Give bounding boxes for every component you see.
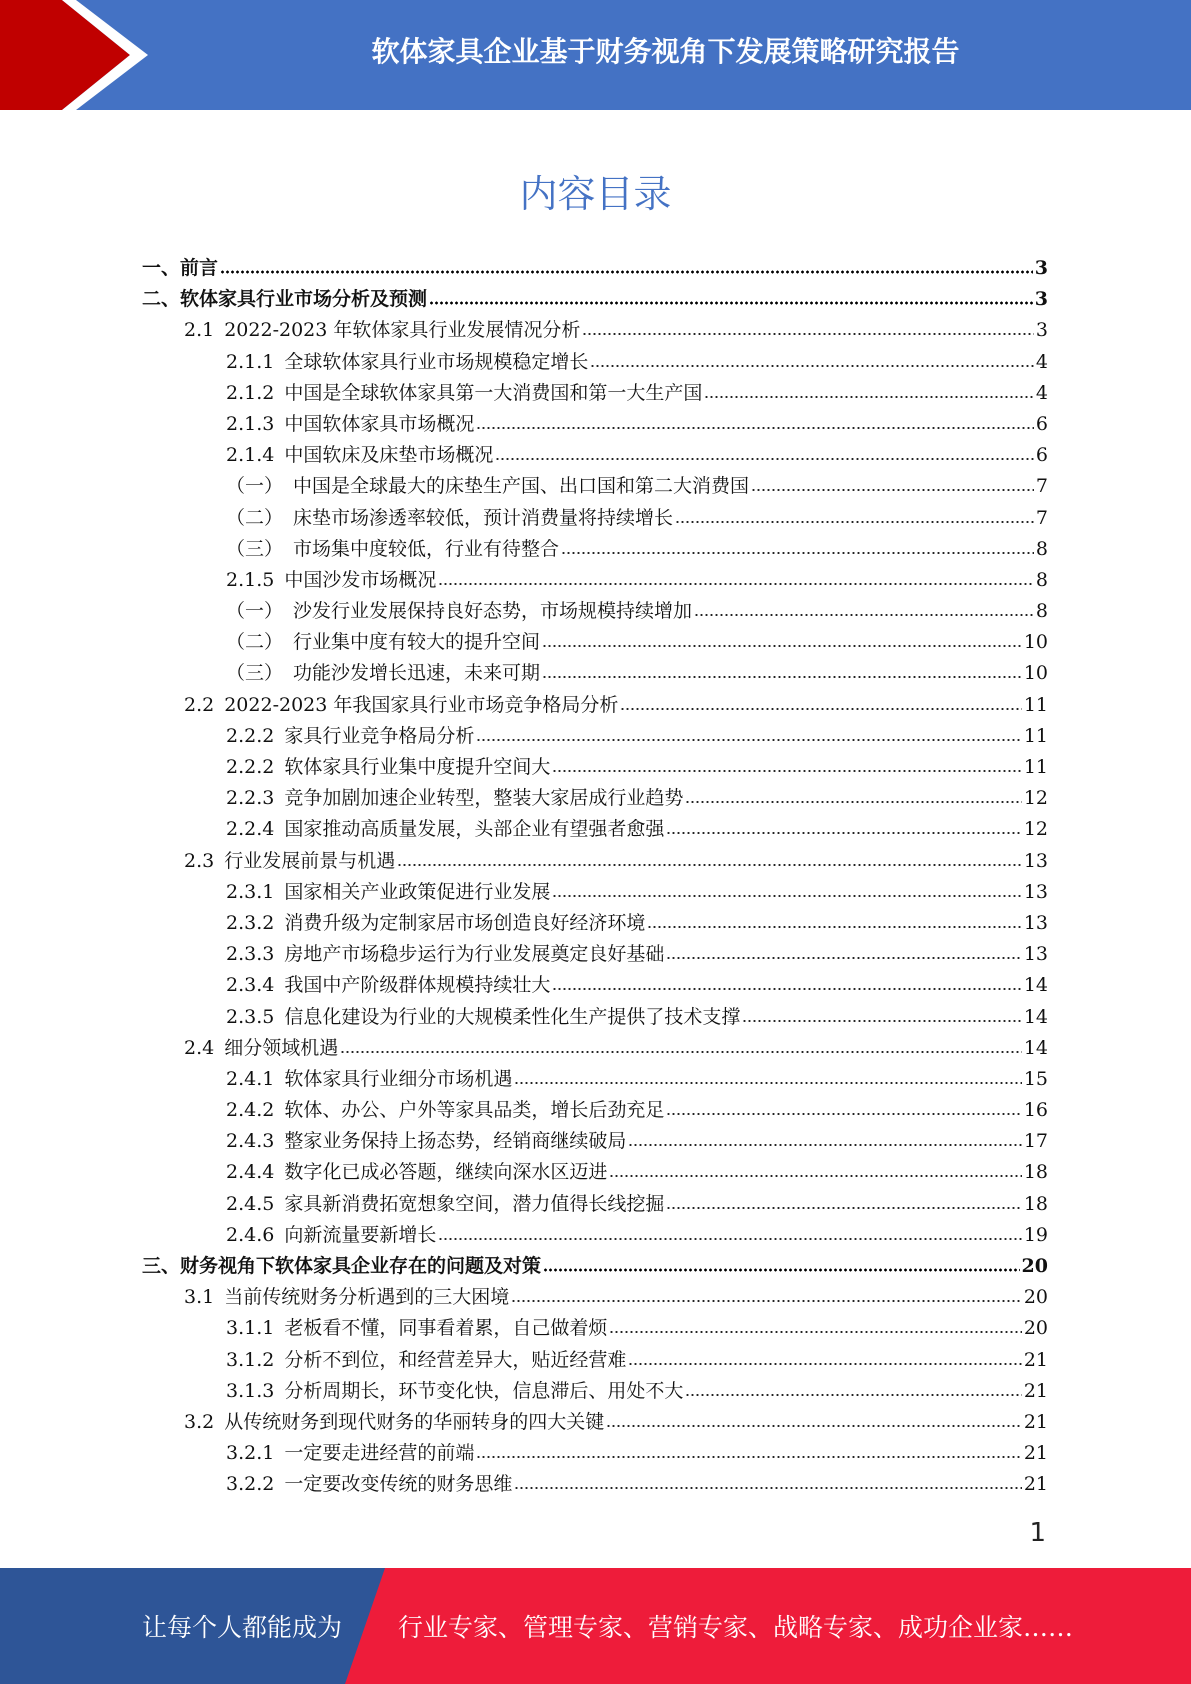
toc-entry-number: 二、: [142, 288, 181, 311]
toc-entry-text: 床垫市场渗透率较低，预计消费量将持续增长: [293, 506, 674, 529]
toc-entry-page: 21: [1023, 1410, 1048, 1433]
toc-entry-number: 2.1.1: [226, 350, 275, 373]
toc-entry-text: 细分领域机遇: [224, 1036, 339, 1059]
toc-entry-page: 8: [1035, 600, 1048, 623]
page-footer: [0, 1568, 1191, 1684]
toc-leader-dots: [476, 1455, 1021, 1459]
toc-leader-dots: [675, 520, 1034, 524]
toc-entry-number: 2.1.4: [226, 444, 275, 467]
toc-entry[interactable]: [142, 877, 1048, 908]
toc-entry[interactable]: [142, 565, 1048, 596]
toc-entry[interactable]: [142, 752, 1048, 783]
toc-entry-text: 行业集中度有较大的提升空间: [293, 631, 541, 654]
toc-entry-page: 14: [1023, 1036, 1048, 1059]
toc-entry-page: 10: [1023, 662, 1048, 685]
toc-leader-dots: [742, 1019, 1021, 1023]
toc-entry-text: 中国软体家具市场概况: [284, 412, 475, 435]
toc-entry[interactable]: [142, 939, 1048, 970]
toc-entry-number: 2.3.2: [226, 911, 275, 934]
toc-entry-number: 3.2.1: [226, 1442, 275, 1465]
toc-entry[interactable]: [142, 1095, 1048, 1126]
page-number: 1: [1029, 1518, 1046, 1548]
toc-entry[interactable]: [142, 596, 1048, 627]
toc-entry-page: 21: [1023, 1348, 1048, 1371]
toc-entry[interactable]: [142, 253, 1048, 284]
toc-leader-dots: [542, 644, 1022, 648]
toc-entry-page: 11: [1023, 756, 1048, 778]
toc-entry-number: 2.3.4: [226, 974, 275, 997]
toc-entry-number: （二）: [226, 631, 284, 654]
toc-entry-text: 竞争加剧加速企业转型，整装大家居成行业趋势: [284, 787, 684, 810]
toc-entry-page: 20: [1021, 1255, 1048, 1277]
toc-entry-number: 2.2.2: [226, 724, 275, 747]
toc-leader-dots: [220, 270, 1033, 274]
toc-entry[interactable]: [142, 409, 1048, 440]
toc-title: 内容目录: [519, 172, 672, 216]
toc-entry[interactable]: [142, 783, 1048, 814]
toc-entry-number: 2.1.2: [226, 381, 275, 404]
toc-entry-text: 中国沙发市场概况: [284, 568, 437, 591]
toc-entry-number: 2.2: [184, 693, 215, 716]
toc-leader-dots: [685, 800, 1021, 804]
toc-leader-dots: [620, 707, 1021, 711]
toc-entry-number: 2.2.3: [226, 787, 275, 810]
toc-entry-number: 3.1.1: [226, 1317, 275, 1340]
toc-entry[interactable]: [142, 1407, 1048, 1438]
toc-entry[interactable]: [142, 1220, 1048, 1251]
toc-entry-page: 7: [1035, 475, 1048, 498]
toc-entry-page: 13: [1023, 880, 1048, 903]
toc-entry[interactable]: [142, 721, 1048, 752]
toc-entry-number: 2.4.3: [226, 1130, 275, 1153]
toc-entry-page: 21: [1023, 1442, 1048, 1465]
toc-entry-number: 2.3.3: [226, 943, 275, 966]
toc-entry-number: 2.3.1: [226, 880, 275, 903]
toc-entry-number: 2.3.5: [226, 1005, 275, 1028]
toc-entry[interactable]: [142, 534, 1048, 565]
toc-leader-dots: [628, 1143, 1021, 1147]
toc-entry-text: 家具行业竞争格局分析: [284, 724, 475, 747]
toc-leader-dots: [666, 1112, 1021, 1116]
toc-entry-page: 21: [1023, 1473, 1048, 1496]
toc-entry-page: 15: [1023, 1067, 1048, 1090]
toc-entry[interactable]: [142, 378, 1048, 409]
toc-entry[interactable]: [142, 658, 1048, 689]
footer-slogan-right: 行业专家、管理专家、营销专家、战略专家、成功企业家……: [398, 1613, 1074, 1642]
toc-entry-page: 3: [1035, 319, 1048, 342]
toc-leader-dots: [438, 1237, 1021, 1241]
toc-entry-number: 2.3: [184, 849, 215, 872]
toc-entry[interactable]: [142, 1002, 1048, 1033]
toc-leader-dots: [514, 1486, 1021, 1490]
toc-entry-page: 13: [1023, 943, 1048, 966]
toc-entry-number: 2.4.2: [226, 1099, 275, 1122]
toc-entry-number: 3.1.3: [226, 1379, 275, 1402]
toc-entry-text: 一定要改变传统的财务思维: [284, 1473, 513, 1496]
toc-entry[interactable]: [142, 970, 1048, 1001]
toc-leader-dots: [511, 1299, 1022, 1303]
toc-entry-text: 老板看不懂，同事看着累，自己做着烦: [284, 1317, 608, 1340]
toc-entry-number: 2.1.3: [226, 412, 275, 435]
toc-entry-text: 2022-2023 年软体家具行业发展情况分析: [224, 319, 581, 342]
toc-entry[interactable]: [142, 1126, 1048, 1157]
toc-entry-page: 18: [1023, 1161, 1048, 1184]
toc-entry-text: 整家业务保持上扬态势，经销商继续破局: [284, 1130, 627, 1153]
toc-entry-page: 17: [1023, 1130, 1048, 1153]
toc-leader-dots: [495, 457, 1034, 461]
toc-entry-number: 2.4.1: [226, 1067, 275, 1090]
toc-entry-page: 8: [1035, 537, 1048, 560]
toc-entry-page: 7: [1035, 506, 1048, 529]
toc-entry-number: （一）: [226, 475, 284, 498]
toc-entry-page: 10: [1023, 631, 1048, 654]
toc-entry-number: （二）: [226, 506, 284, 529]
toc-entry[interactable]: [142, 690, 1048, 721]
toc-entry-text: 向新流量要新增长: [284, 1223, 437, 1246]
toc-entry-page: 16: [1023, 1099, 1048, 1122]
toc-entry-page: 3: [1034, 288, 1048, 311]
toc-entry-number: 2.4.6: [226, 1223, 275, 1246]
toc-entry[interactable]: [142, 1251, 1048, 1282]
toc-entry-number: 2.4: [184, 1036, 215, 1059]
toc-entry-text: 2022-2023 年我国家具行业市场竞争格局分析: [224, 693, 619, 716]
toc-entry-page: 18: [1023, 1192, 1048, 1215]
toc-leader-dots: [514, 1081, 1021, 1085]
toc-entry[interactable]: [142, 908, 1048, 939]
toc-leader-dots: [590, 364, 1034, 368]
toc-leader-dots: [666, 831, 1021, 835]
toc-entry-page: 6: [1035, 412, 1048, 435]
toc-leader-dots: [666, 956, 1021, 960]
table-of-contents: [142, 253, 1048, 1501]
toc-entry[interactable]: [142, 440, 1048, 471]
toc-entry-number: 3.2: [184, 1410, 215, 1433]
toc-entry-page: 14: [1023, 974, 1048, 997]
toc-entry-page: 4: [1035, 350, 1048, 373]
toc-leader-dots: [552, 894, 1021, 898]
toc-entry-page: 12: [1023, 818, 1048, 841]
toc-entry-number: 3.1.2: [226, 1348, 275, 1371]
toc-entry-number: 一、: [142, 257, 181, 279]
footer-slogan-left: 让每个人都能成为: [142, 1613, 343, 1642]
toc-entry-text: 中国是全球软体家具第一大消费国和第一大生产国: [284, 381, 703, 404]
toc-entry-text: 国家相关产业政策促进行业发展: [284, 880, 551, 903]
toc-entry-text: 行业发展前景与机遇: [224, 849, 396, 872]
toc-entry-number: 2.2.2: [226, 756, 275, 778]
toc-leader-dots: [685, 1393, 1021, 1397]
toc-entry[interactable]: [142, 846, 1048, 877]
toc-entry-text: 我国中产阶级群体规模持续壮大: [284, 974, 551, 997]
toc-entry-number: 三、: [142, 1255, 181, 1277]
toc-leader-dots: [628, 1362, 1021, 1366]
toc-entry-page: 13: [1023, 911, 1048, 934]
toc-leader-dots: [552, 987, 1021, 991]
report-title: 软体家具企业基于财务视角下发展策略研究报告: [371, 35, 960, 68]
toc-leader-dots: [647, 925, 1021, 929]
toc-leader-dots: [609, 1330, 1021, 1334]
toc-entry-number: （三）: [226, 662, 284, 685]
toc-entry[interactable]: [142, 471, 1048, 502]
toc-entry[interactable]: [142, 1469, 1048, 1500]
toc-entry[interactable]: [142, 347, 1048, 378]
toc-entry[interactable]: [142, 1376, 1048, 1407]
toc-entry[interactable]: [142, 1282, 1048, 1313]
toc-entry-text: 财务视角下软体家具企业存在的问题及对策: [180, 1255, 542, 1277]
toc-entry-text: 消费升级为定制家居市场创造良好经济环境: [284, 911, 646, 934]
toc-leader-dots: [340, 1050, 1022, 1054]
toc-entry-number: 2.4.5: [226, 1192, 275, 1215]
toc-entry-text: 功能沙发增长迅速，未来可期: [293, 662, 541, 685]
toc-leader-dots: [397, 863, 1022, 867]
toc-entry-text: 全球软体家具行业市场规模稳定增长: [284, 350, 589, 373]
toc-entry-text: 中国软床及床垫市场概况: [284, 444, 494, 467]
toc-leader-dots: [476, 738, 1021, 742]
toc-entry-number: 2.2.4: [226, 818, 275, 841]
toc-entry-number: 2.1: [184, 319, 215, 342]
toc-entry-text: 国家推动高质量发展，头部企业有望强者愈强: [284, 818, 665, 841]
toc-leader-dots: [666, 1206, 1021, 1210]
toc-leader-dots: [476, 426, 1034, 430]
toc-entry[interactable]: [142, 1345, 1048, 1376]
toc-entry-text: 软体家具行业市场分析及预测: [180, 288, 428, 311]
toc-entry-page: 13: [1023, 849, 1048, 872]
toc-leader-dots: [543, 1268, 1020, 1272]
toc-leader-dots: [429, 301, 1033, 305]
toc-leader-dots: [704, 395, 1034, 399]
toc-leader-dots: [542, 675, 1022, 679]
toc-leader-dots: [606, 1424, 1022, 1428]
toc-entry-number: （一）: [226, 600, 284, 623]
toc-entry-page: 20: [1023, 1317, 1048, 1340]
toc-entry-page: 19: [1023, 1223, 1048, 1246]
toc-entry-number: 2.4.4: [226, 1161, 275, 1184]
toc-entry-text: 分析周期长，环节变化快，信息滞后、用处不大: [284, 1379, 684, 1402]
toc-entry-text: 一定要走进经营的前端: [284, 1442, 475, 1465]
page-header: [0, 0, 1191, 110]
toc-entry-page: 20: [1023, 1286, 1048, 1309]
toc-entry[interactable]: [142, 1438, 1048, 1469]
toc-entry-text: 家具新消费拓宽想象空间，潜力值得长线挖掘: [284, 1192, 665, 1215]
toc-entry[interactable]: [142, 1033, 1048, 1064]
toc-leader-dots: [561, 551, 1034, 555]
toc-entry[interactable]: [142, 284, 1048, 315]
toc-leader-dots: [751, 488, 1034, 492]
toc-entry[interactable]: [142, 627, 1048, 658]
toc-entry-text: 软体家具行业集中度提升空间大: [284, 756, 551, 778]
toc-entry-page: 14: [1023, 1005, 1048, 1028]
toc-entry[interactable]: [142, 1189, 1048, 1220]
toc-entry-page: 21: [1023, 1379, 1048, 1402]
toc-entry-page: 11: [1023, 693, 1048, 716]
toc-entry-text: 软体、办公、户外等家具品类，增长后劲充足: [284, 1099, 665, 1122]
toc-entry-number: 3.1: [184, 1286, 215, 1309]
toc-entry[interactable]: [142, 1313, 1048, 1344]
toc-entry-number: （三）: [226, 537, 284, 560]
toc-entry[interactable]: [142, 814, 1048, 845]
toc-entry-text: 市场集中度较低，行业有待整合: [293, 537, 560, 560]
toc-entry-text: 沙发行业发展保持良好态势，市场规模持续增加: [293, 600, 693, 623]
toc-entry-text: 分析不到位，和经营差异大，贴近经营难: [284, 1348, 627, 1371]
toc-entry[interactable]: [142, 503, 1048, 534]
toc-entry-page: 4: [1035, 381, 1048, 404]
toc-entry-text: 信息化建设为行业的大规模柔性化生产提供了技术支撑: [284, 1005, 741, 1028]
toc-entry[interactable]: [142, 315, 1048, 346]
toc-leader-dots: [694, 613, 1034, 617]
toc-leader-dots: [582, 332, 1034, 336]
toc-entry[interactable]: [142, 1064, 1048, 1095]
toc-entry-text: 房地产市场稳步运行为行业发展奠定良好基础: [284, 943, 665, 966]
toc-entry-page: 3: [1034, 257, 1048, 279]
toc-entry-text: 中国是全球最大的床垫生产国、出口国和第二大消费国: [293, 475, 750, 498]
toc-entry-number: 3.2.2: [226, 1473, 275, 1496]
toc-entry-text: 当前传统财务分析遇到的三大困境: [224, 1286, 510, 1309]
toc-entry-text: 从传统财务到现代财务的华丽转身的四大关键: [224, 1410, 605, 1433]
toc-entry-page: 6: [1035, 444, 1048, 467]
toc-entry-number: 2.1.5: [226, 568, 275, 591]
toc-entry-text: 数字化已成必答题，继续向深水区迈进: [284, 1161, 608, 1184]
toc-entry[interactable]: [142, 1157, 1048, 1188]
toc-entry-page: 8: [1035, 568, 1048, 591]
toc-entry-page: 12: [1023, 787, 1048, 810]
toc-leader-dots: [438, 582, 1034, 586]
toc-entry-text: 软体家具行业细分市场机遇: [284, 1067, 513, 1090]
toc-leader-dots: [609, 1174, 1021, 1178]
toc-entry-page: 11: [1023, 724, 1048, 747]
toc-entry-text: 前言: [180, 257, 219, 279]
toc-leader-dots: [552, 769, 1021, 773]
